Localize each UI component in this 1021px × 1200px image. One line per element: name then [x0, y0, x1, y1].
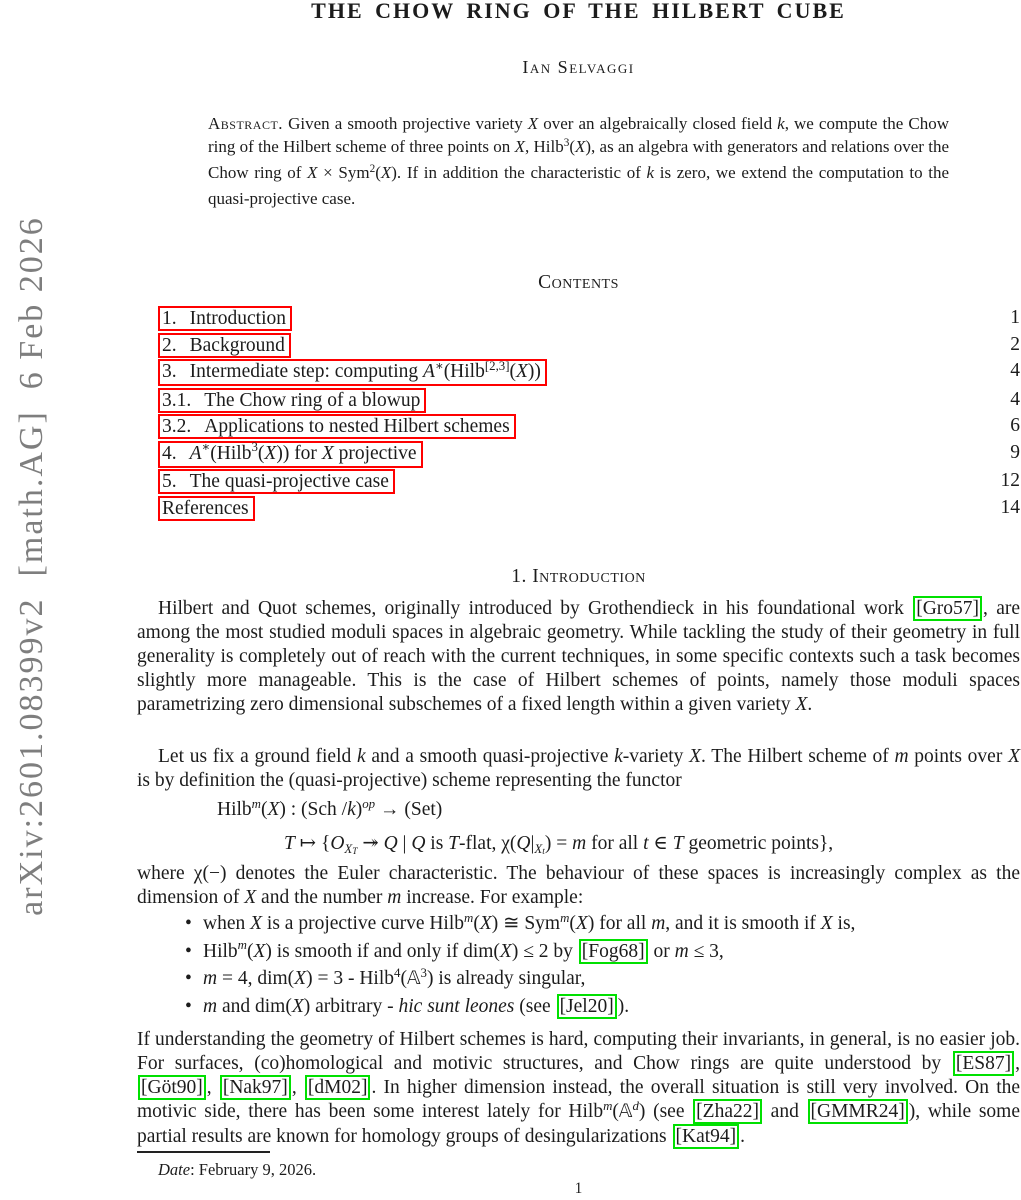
toc-number: 3.1. [162, 389, 192, 411]
display-math-functor-line-2: T ↦ {$OX_T$ ↠ Q | Q is T-flat, $\chi(Q|X_t) = m$ for all t ∈ T geometric points}, [284, 833, 834, 858]
footnote-rule [137, 1151, 270, 1153]
citation-link[interactable]: [dM02] [305, 1075, 371, 1100]
toc-row-x-projective [158, 441, 1020, 468]
intro-paragraph-1: Hilbert and Quot schemes, originally introduced by Grothendieck in his foundational work [Gro57] , are among the most studied moduli spaces in algebraic geometry. While tackling the study of their geometry in full generality is completely out of reach with the current techniques, in some specific contexts such a task becomes slightly more manageable. This is the case of Hilbert schemes of points, namely those moduli spaces parametrizing zero dimensional subschemes of a fixed length within a given variety X. [137, 598, 1020, 715]
citation-link[interactable]: [Nak97] [220, 1075, 291, 1100]
toc-page-number: 4 [1010, 360, 1020, 381]
toc-title: Background [189, 334, 285, 356]
toc-number: 3.2. [162, 416, 192, 437]
toc-row-quasi-projective [158, 469, 1020, 494]
table-of-contents [158, 306, 1020, 522]
toc-page-number: 12 [1000, 470, 1020, 491]
page-number: 1 [574, 1180, 583, 1197]
bullet-item-hic-sunt-leones: • m and dim(X) arbitrary - hic sunt leones (see [Jel20] ). [137, 994, 1020, 1020]
toc-link-background[interactable] [158, 333, 291, 358]
citation-link[interactable]: [Fog68] [579, 939, 648, 964]
citation-link[interactable]: [Zha22] [693, 1099, 762, 1124]
toc-link-chow-ring-blowup[interactable] [158, 388, 426, 413]
bullet-item-projective-curve: • when X is a projective curve Hilb$^m$(X) ≅ Sym$^m$(X) for all m, and it is smooth if X is, [137, 911, 1020, 939]
toc-row-intermediate-step [158, 359, 1020, 386]
citation-link[interactable]: [Jel20] [557, 994, 617, 1019]
citation-link[interactable]: [Gro57] [913, 596, 982, 621]
toc-link-references[interactable] [158, 496, 255, 521]
toc-row-nested-hilbert [158, 414, 1020, 439]
contents-heading: Contents [538, 272, 619, 293]
toc-link-nested-hilbert[interactable] [158, 414, 516, 439]
toc-link-quasi-projective[interactable] [158, 469, 395, 494]
citation-link[interactable]: [GMMR24] [808, 1099, 908, 1124]
toc-title: A∗(Hilb$^3$(X)) for X projective [189, 440, 417, 464]
arxiv-watermark: arXiv:2601.08399v2 [math.AG] 6 Feb 2026 [13, 216, 50, 916]
toc-row-introduction [158, 306, 1020, 331]
toc-title: References [162, 497, 249, 519]
toc-page-number: 14 [1000, 496, 1020, 518]
citation-link[interactable]: [ES87] [953, 1051, 1014, 1076]
toc-row-references [158, 496, 1020, 521]
toc-title: The Chow ring of a blowup [204, 389, 421, 411]
toc-page-number: 1 [1010, 307, 1020, 328]
toc-row-background [158, 333, 1020, 358]
toc-title: Applications to nested Hilbert schemes [204, 416, 510, 437]
intro-paragraph-2: Let us fix a ground field k and a smooth quasi-projective k-variety X. The Hilbert scheme of m points over X is by definition the (quasi-projective) scheme representing the functor [137, 746, 1020, 791]
toc-number: 4. [162, 442, 177, 464]
intro-paragraph-last: If understanding the geometry of Hilbert schemes is hard, computing their invariants, in general, is no easier job. For surfaces, (co)homological and motivic structures, and Chow rings are quite understood by [ES87] , [Göt90] , [Nak97] , [dM02] . In higher dimension instead, the overall situation is still very involved. On the motivic side, there has been some interest lately for Hilb$^m$(𝔸$^d$) (see [Zha22] and [GMMR24] ), while some partial results are known for homology groups of desingularizations [Kat94] . [137, 1029, 1021, 1147]
toc-title: Introduction [189, 308, 287, 329]
toc-link-introduction[interactable] [158, 306, 292, 331]
toc-page-number: 4 [1010, 388, 1020, 410]
toc-page-number: 6 [1010, 415, 1020, 436]
toc-title: Intermediate step: computing A∗(Hilb[2,3](X)) [189, 358, 541, 382]
paper-title: THE CHOW RING OF THE HILBERT CUBE [311, 0, 846, 23]
citation-link[interactable]: [Göt90] [138, 1075, 206, 1100]
toc-number: 2. [162, 334, 177, 356]
example-bullet-list [137, 911, 1020, 1019]
toc-page-number: 9 [1010, 441, 1020, 463]
toc-title: The quasi-projective case [189, 471, 389, 492]
author-name: Ian Selvaggi [522, 57, 635, 77]
date-footnote: Date: February 9, 2026. [158, 1160, 317, 1179]
intro-paragraph-where: where χ(−) denotes the Euler characteristic. The behaviour of these spaces is increasingly complex as the dimension of X and the number m increase. For example: [137, 863, 1020, 908]
toc-link-x-projective[interactable] [158, 441, 423, 468]
toc-number: 1. [162, 308, 177, 329]
toc-link-intermediate-step[interactable] [158, 359, 547, 386]
toc-number: 3. [162, 361, 177, 382]
display-math-functor-line-1: Hilb$^m$(X) : (Sch /k)$^{op}$ → (Set) [217, 796, 443, 820]
bullet-item-singular: • m = 4, dim(X) = 3 - Hilb$^4$(𝔸$^3$) is already singular, [137, 966, 1020, 994]
abstract-text: Abstract. Given a smooth projective variety X over an algebraically closed field k, we compute the Chow ring of the Hilbert scheme of three points on X, Hilb$^3$(X), as an algebra with generators and relations over the Chow ring of X × Sym$^2$(X). If in addition the characteristic of k is zero, we extend the computation to the quasi-projective case. [208, 114, 950, 208]
toc-number: 5. [162, 471, 177, 492]
bullet-item-smooth-iff: • Hilb$^m$(X) is smooth if and only if dim(X) ≤ 2 by [Fog68] or m ≤ 3, [137, 939, 1020, 967]
citation-link[interactable]: [Kat94] [673, 1124, 740, 1149]
section-heading-introduction: 1. Introduction [511, 566, 646, 587]
toc-row-chow-ring-blowup [158, 388, 1020, 413]
toc-page-number: 2 [1010, 333, 1020, 355]
